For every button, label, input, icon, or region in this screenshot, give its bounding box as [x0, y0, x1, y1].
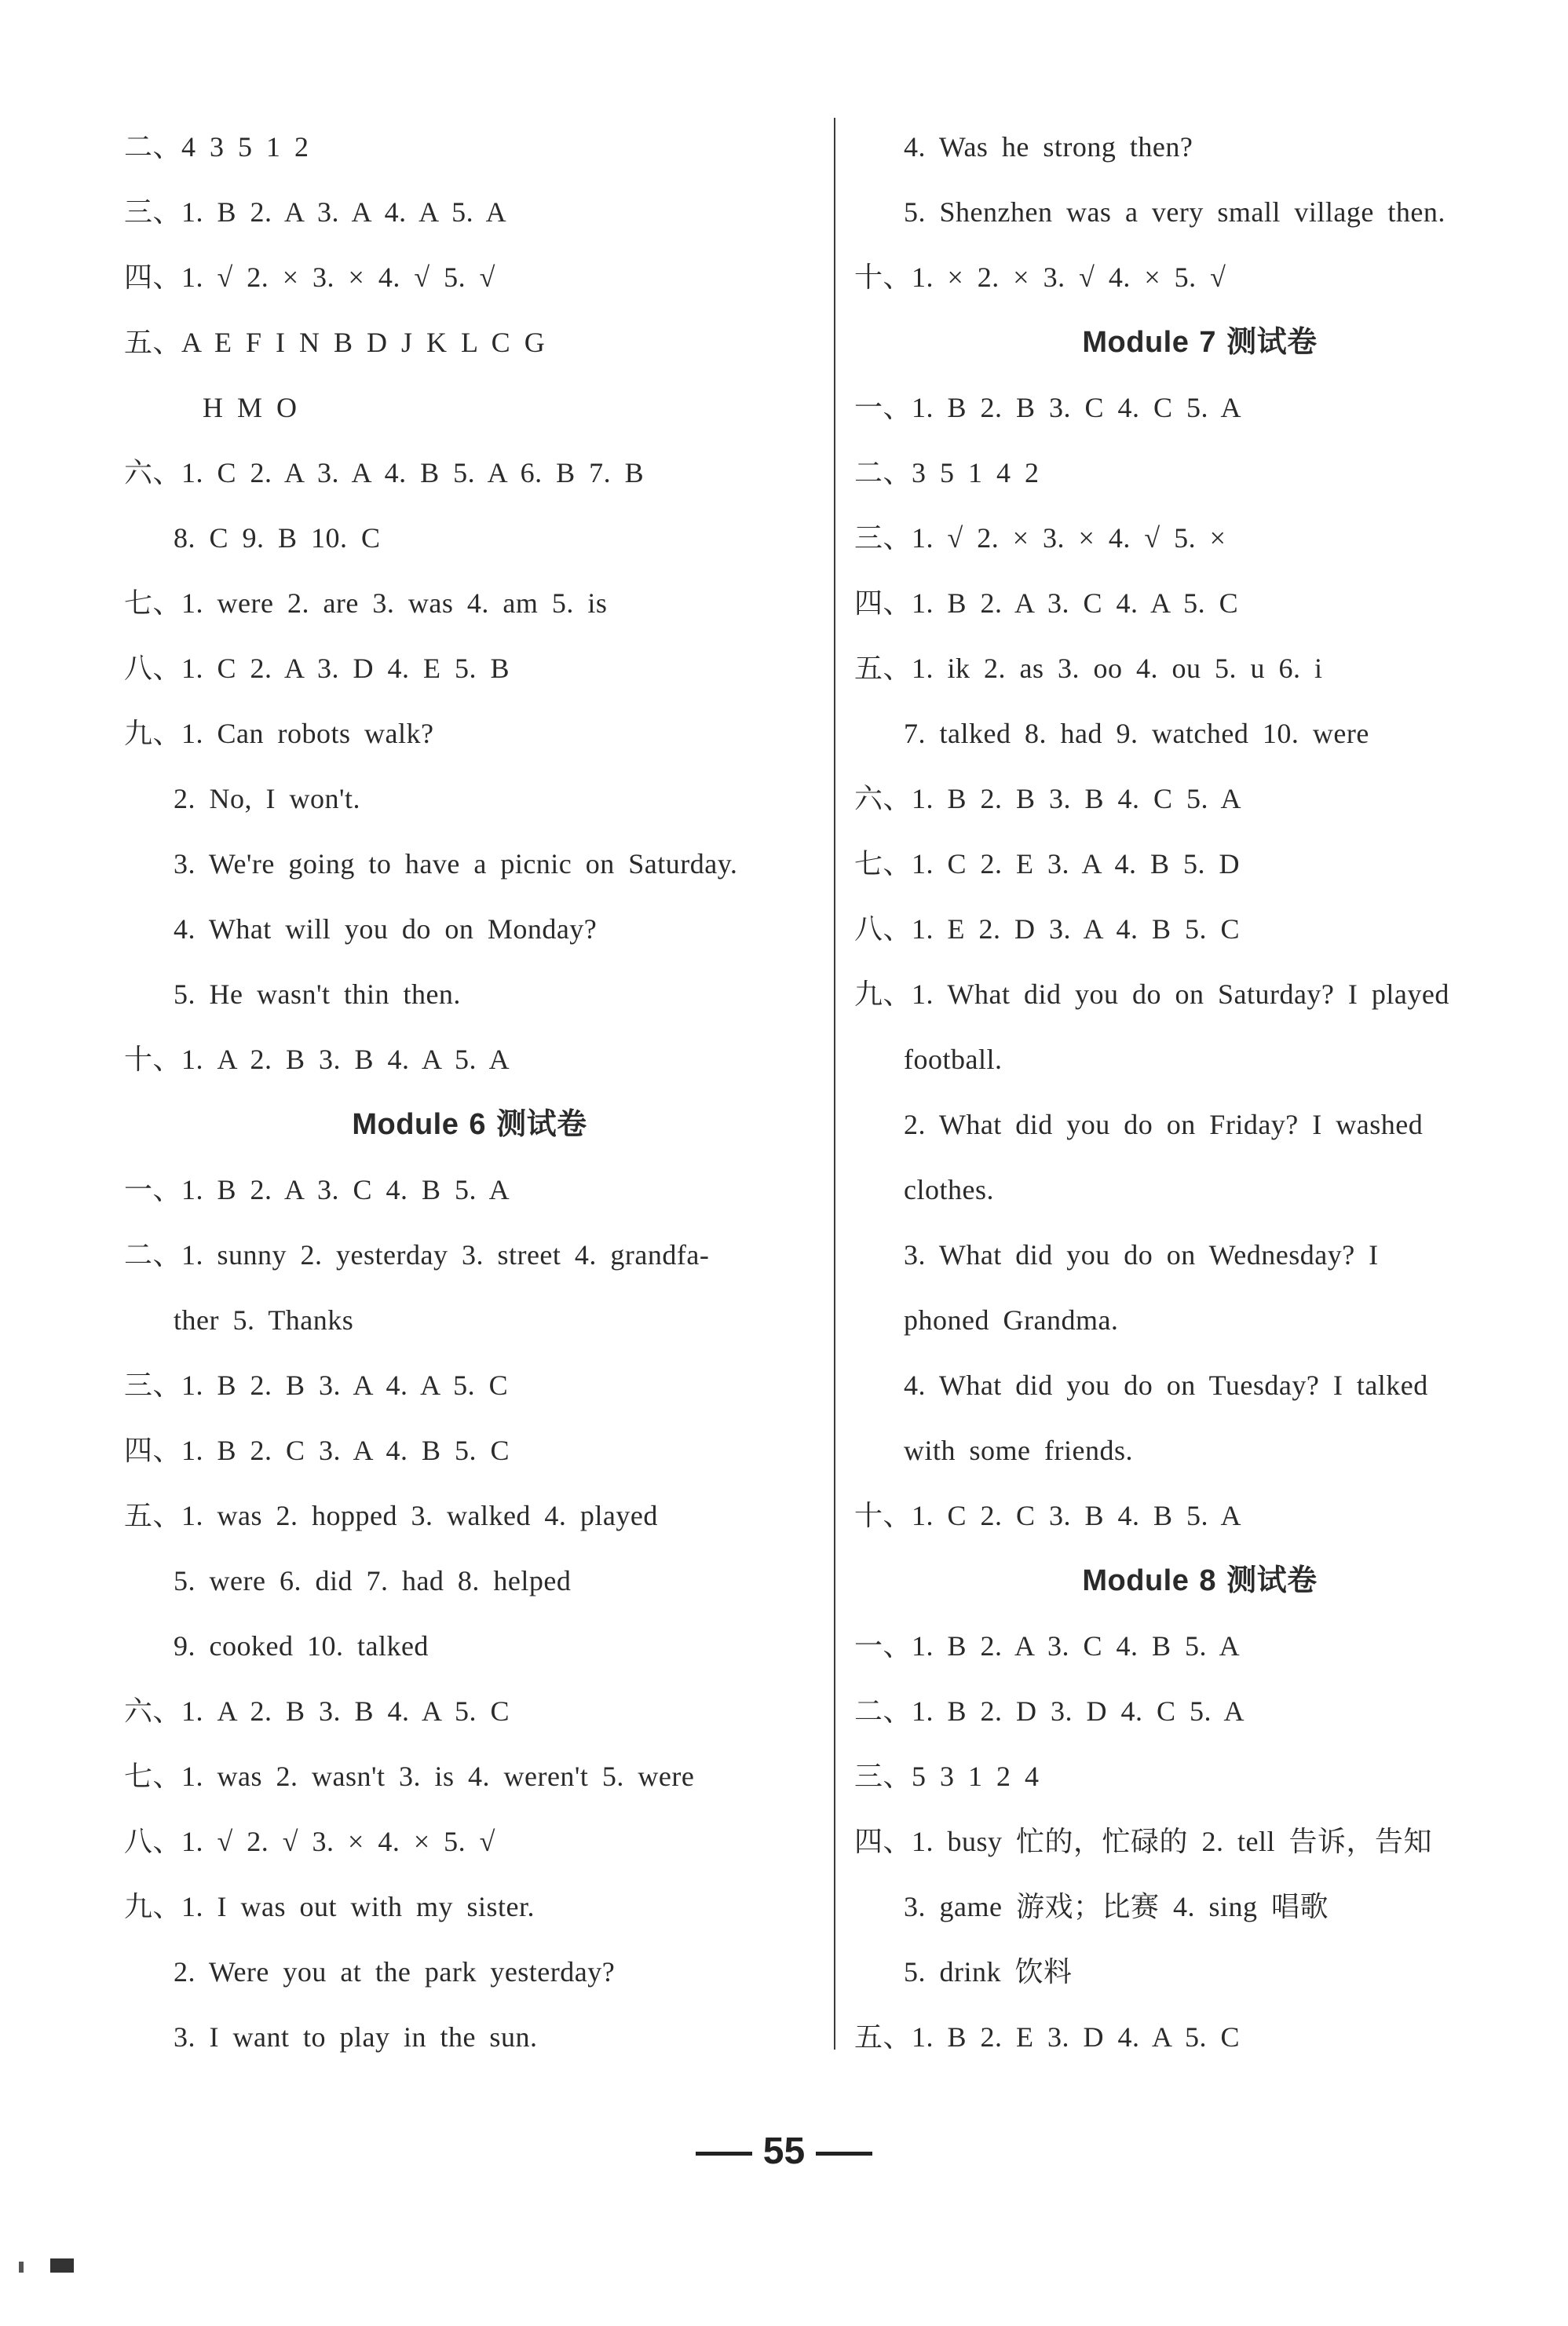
section-heading-module-6: Module 6 测试卷 — [352, 1108, 587, 1141]
answer-line: 五、1. B 2. E 3. D 4. A 5. C — [854, 2021, 1241, 2053]
answer-line: 四、1. B 2. C 3. A 4. B 5. C — [124, 1435, 510, 1466]
answer-line: football. — [904, 1044, 1003, 1075]
answer-line: 一、1. B 2. A 3. C 4. B 5. A — [854, 1630, 1241, 1662]
answer-line: 五、1. ik 2. as 3. oo 4. ou 5. u 6. i — [854, 653, 1323, 684]
answer-line: 一、1. B 2. A 3. C 4. B 5. A — [124, 1174, 510, 1205]
answer-line: 八、1. C 2. A 3. D 4. E 5. B — [124, 653, 510, 684]
answer-line: 9. cooked 10. talked — [174, 1630, 429, 1662]
answer-line: ther 5. Thanks — [174, 1304, 354, 1336]
answer-line: 3. What did you do on Wednesday? I — [904, 1239, 1379, 1271]
answer-line: 二、4 3 5 1 2 — [124, 131, 309, 163]
answer-line: 3. I want to play in the sun. — [174, 2021, 538, 2053]
answer-line: 三、5 3 1 2 4 — [854, 1761, 1040, 1792]
column-divider — [834, 118, 835, 2050]
answer-line: 七、1. C 2. E 3. A 4. B 5. D — [854, 848, 1241, 880]
answer-line: 九、1. What did you do on Saturday? I played — [854, 978, 1449, 1010]
answer-line: 4. Was he strong then? — [904, 131, 1193, 163]
answer-line: 二、3 5 1 4 2 — [854, 457, 1040, 488]
answer-line: 三、1. B 2. B 3. A 4. A 5. C — [124, 1370, 509, 1401]
answer-line: 六、1. A 2. B 3. B 4. A 5. C — [124, 1695, 510, 1727]
answer-line: H M O — [203, 392, 298, 423]
answer-line: 5. Shenzhen was a very small village then. — [904, 196, 1446, 228]
page-number-value: 55 — [762, 2130, 806, 2172]
answer-line: 五、1. was 2. hopped 3. walked 4. played — [124, 1500, 658, 1531]
answer-line: 2. Were you at the park yesterday? — [174, 1956, 616, 1988]
answer-line: 4. What will you do on Monday? — [174, 913, 598, 945]
answer-line: phoned Grandma. — [904, 1304, 1119, 1336]
right-answer-column — [854, 115, 1545, 2070]
answer-line: 六、1. C 2. A 3. A 4. B 5. A 6. B 7. B — [124, 457, 645, 488]
page-number — [0, 2130, 1568, 2173]
corner-print-mark — [50, 2258, 74, 2273]
answer-line: 八、1. √ 2. √ 3. × 4. × 5. √ — [124, 1826, 495, 1857]
answer-line: 5. were 6. did 7. had 8. helped — [174, 1565, 572, 1596]
answer-line: 七、1. were 2. are 3. was 4. am 5. is — [124, 587, 608, 619]
answer-line: 3. We're going to have a picnic on Saturday. — [174, 848, 738, 880]
answer-line: 四、1. √ 2. × 3. × 4. √ 5. √ — [124, 261, 495, 293]
answer-line: with some friends. — [904, 1435, 1133, 1466]
answer-line: 三、1. √ 2. × 3. × 4. √ 5. × — [854, 522, 1226, 554]
answer-line: 5. He wasn't thin then. — [174, 978, 461, 1010]
page-number-left-dash — [696, 2152, 752, 2156]
answer-line: 十、1. C 2. C 3. B 4. B 5. A — [854, 1500, 1242, 1531]
answer-line: 四、1. B 2. A 3. C 4. A 5. C — [854, 587, 1239, 619]
answer-line: 5. drink 饮料 — [904, 1956, 1073, 1988]
page-number-right-dash — [816, 2152, 872, 2156]
answer-line: 3. game 游戏；比赛 4. sing 唱歌 — [904, 1891, 1329, 1922]
section-heading-module-7: Module 7 测试卷 — [1082, 326, 1318, 359]
left-answer-column — [124, 115, 815, 2070]
answer-line: 六、1. B 2. B 3. B 4. C 5. A — [854, 783, 1242, 814]
answer-line: 一、1. B 2. B 3. C 4. C 5. A — [854, 392, 1242, 423]
corner-print-mark — [19, 2262, 24, 2273]
answer-line: clothes. — [904, 1174, 994, 1205]
answer-line: 8. C 9. B 10. C — [174, 522, 381, 554]
answer-line: 七、1. was 2. wasn't 3. is 4. weren't 5. were — [124, 1761, 695, 1792]
answer-line: 二、1. sunny 2. yesterday 3. street 4. grandfa- — [124, 1239, 710, 1271]
answer-line: 4. What did you do on Tuesday? I talked — [904, 1370, 1428, 1401]
answer-line: 2. What did you do on Friday? I washed — [904, 1109, 1424, 1140]
answer-line: 二、1. B 2. D 3. D 4. C 5. A — [854, 1695, 1245, 1727]
answer-line: 十、1. × 2. × 3. √ 4. × 5. √ — [854, 261, 1226, 293]
answer-line: 2. No, I won't. — [174, 783, 360, 814]
section-heading-module-8: Module 8 测试卷 — [1082, 1564, 1318, 1597]
answer-line: 7. talked 8. had 9. watched 10. were — [904, 718, 1369, 749]
answer-line: 十、1. A 2. B 3. B 4. A 5. A — [124, 1044, 510, 1075]
answer-line: 九、1. Can robots walk? — [124, 718, 434, 749]
answer-line: 四、1. busy 忙的，忙碌的 2. tell 告诉，告知 — [854, 1826, 1432, 1857]
answer-line: 八、1. E 2. D 3. A 4. B 5. C — [854, 913, 1241, 945]
answer-line: 三、1. B 2. A 3. A 4. A 5. A — [124, 196, 507, 228]
answer-line: 九、1. I was out with my sister. — [124, 1891, 535, 1922]
answer-line: 五、A E F I N B D J K L C G — [124, 327, 546, 358]
